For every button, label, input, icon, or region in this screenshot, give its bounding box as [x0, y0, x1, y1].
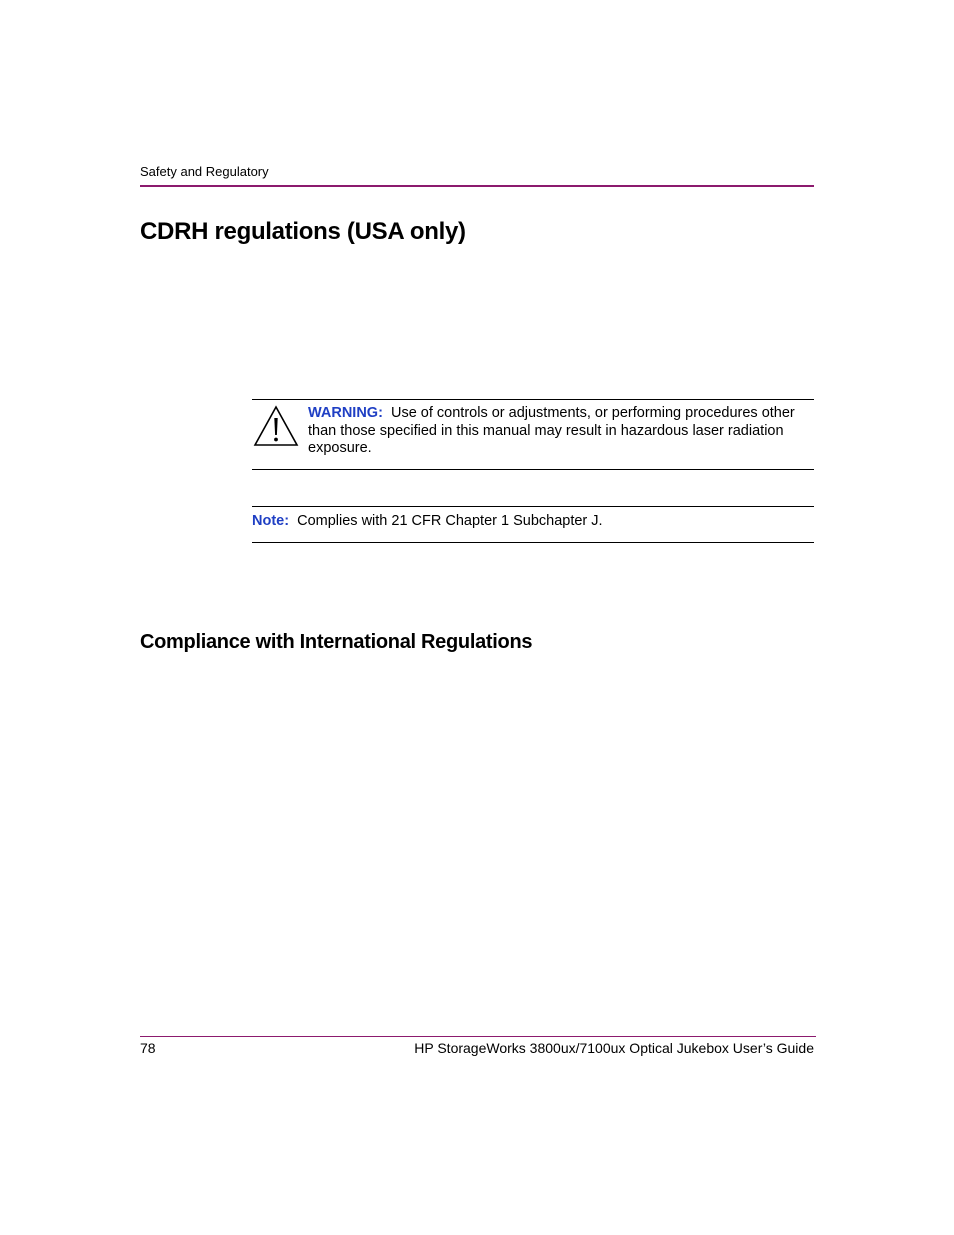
page-number: 78 [140, 1040, 156, 1056]
note-bottom-rule [252, 542, 814, 543]
subsection-heading: Compliance with International Regulations [140, 631, 533, 653]
warning-block [308, 405, 808, 458]
running-header: Safety and Regulatory [140, 164, 269, 179]
note-label: Note: [252, 513, 290, 529]
note-block [252, 512, 812, 530]
section-heading: CDRH regulations (USA only) [140, 218, 466, 245]
warning-body: Use of controls or adjustments, or performing procedures other than those specified in this manual may result in hazardous laser radiation exposure. [308, 405, 795, 456]
warning-label: WARNING: [308, 405, 383, 421]
warning-triangle-icon [253, 405, 299, 447]
header-rule [140, 185, 814, 187]
footer-rule [140, 1036, 816, 1037]
warning-bottom-rule [252, 469, 814, 470]
warning-top-rule [252, 399, 814, 400]
note-body: Complies with 21 CFR Chapter 1 Subchapter J. [297, 513, 603, 529]
footer-title: HP StorageWorks 3800ux/7100ux Optical Jukebox User’s Guide [414, 1040, 814, 1056]
note-top-rule [252, 506, 814, 507]
